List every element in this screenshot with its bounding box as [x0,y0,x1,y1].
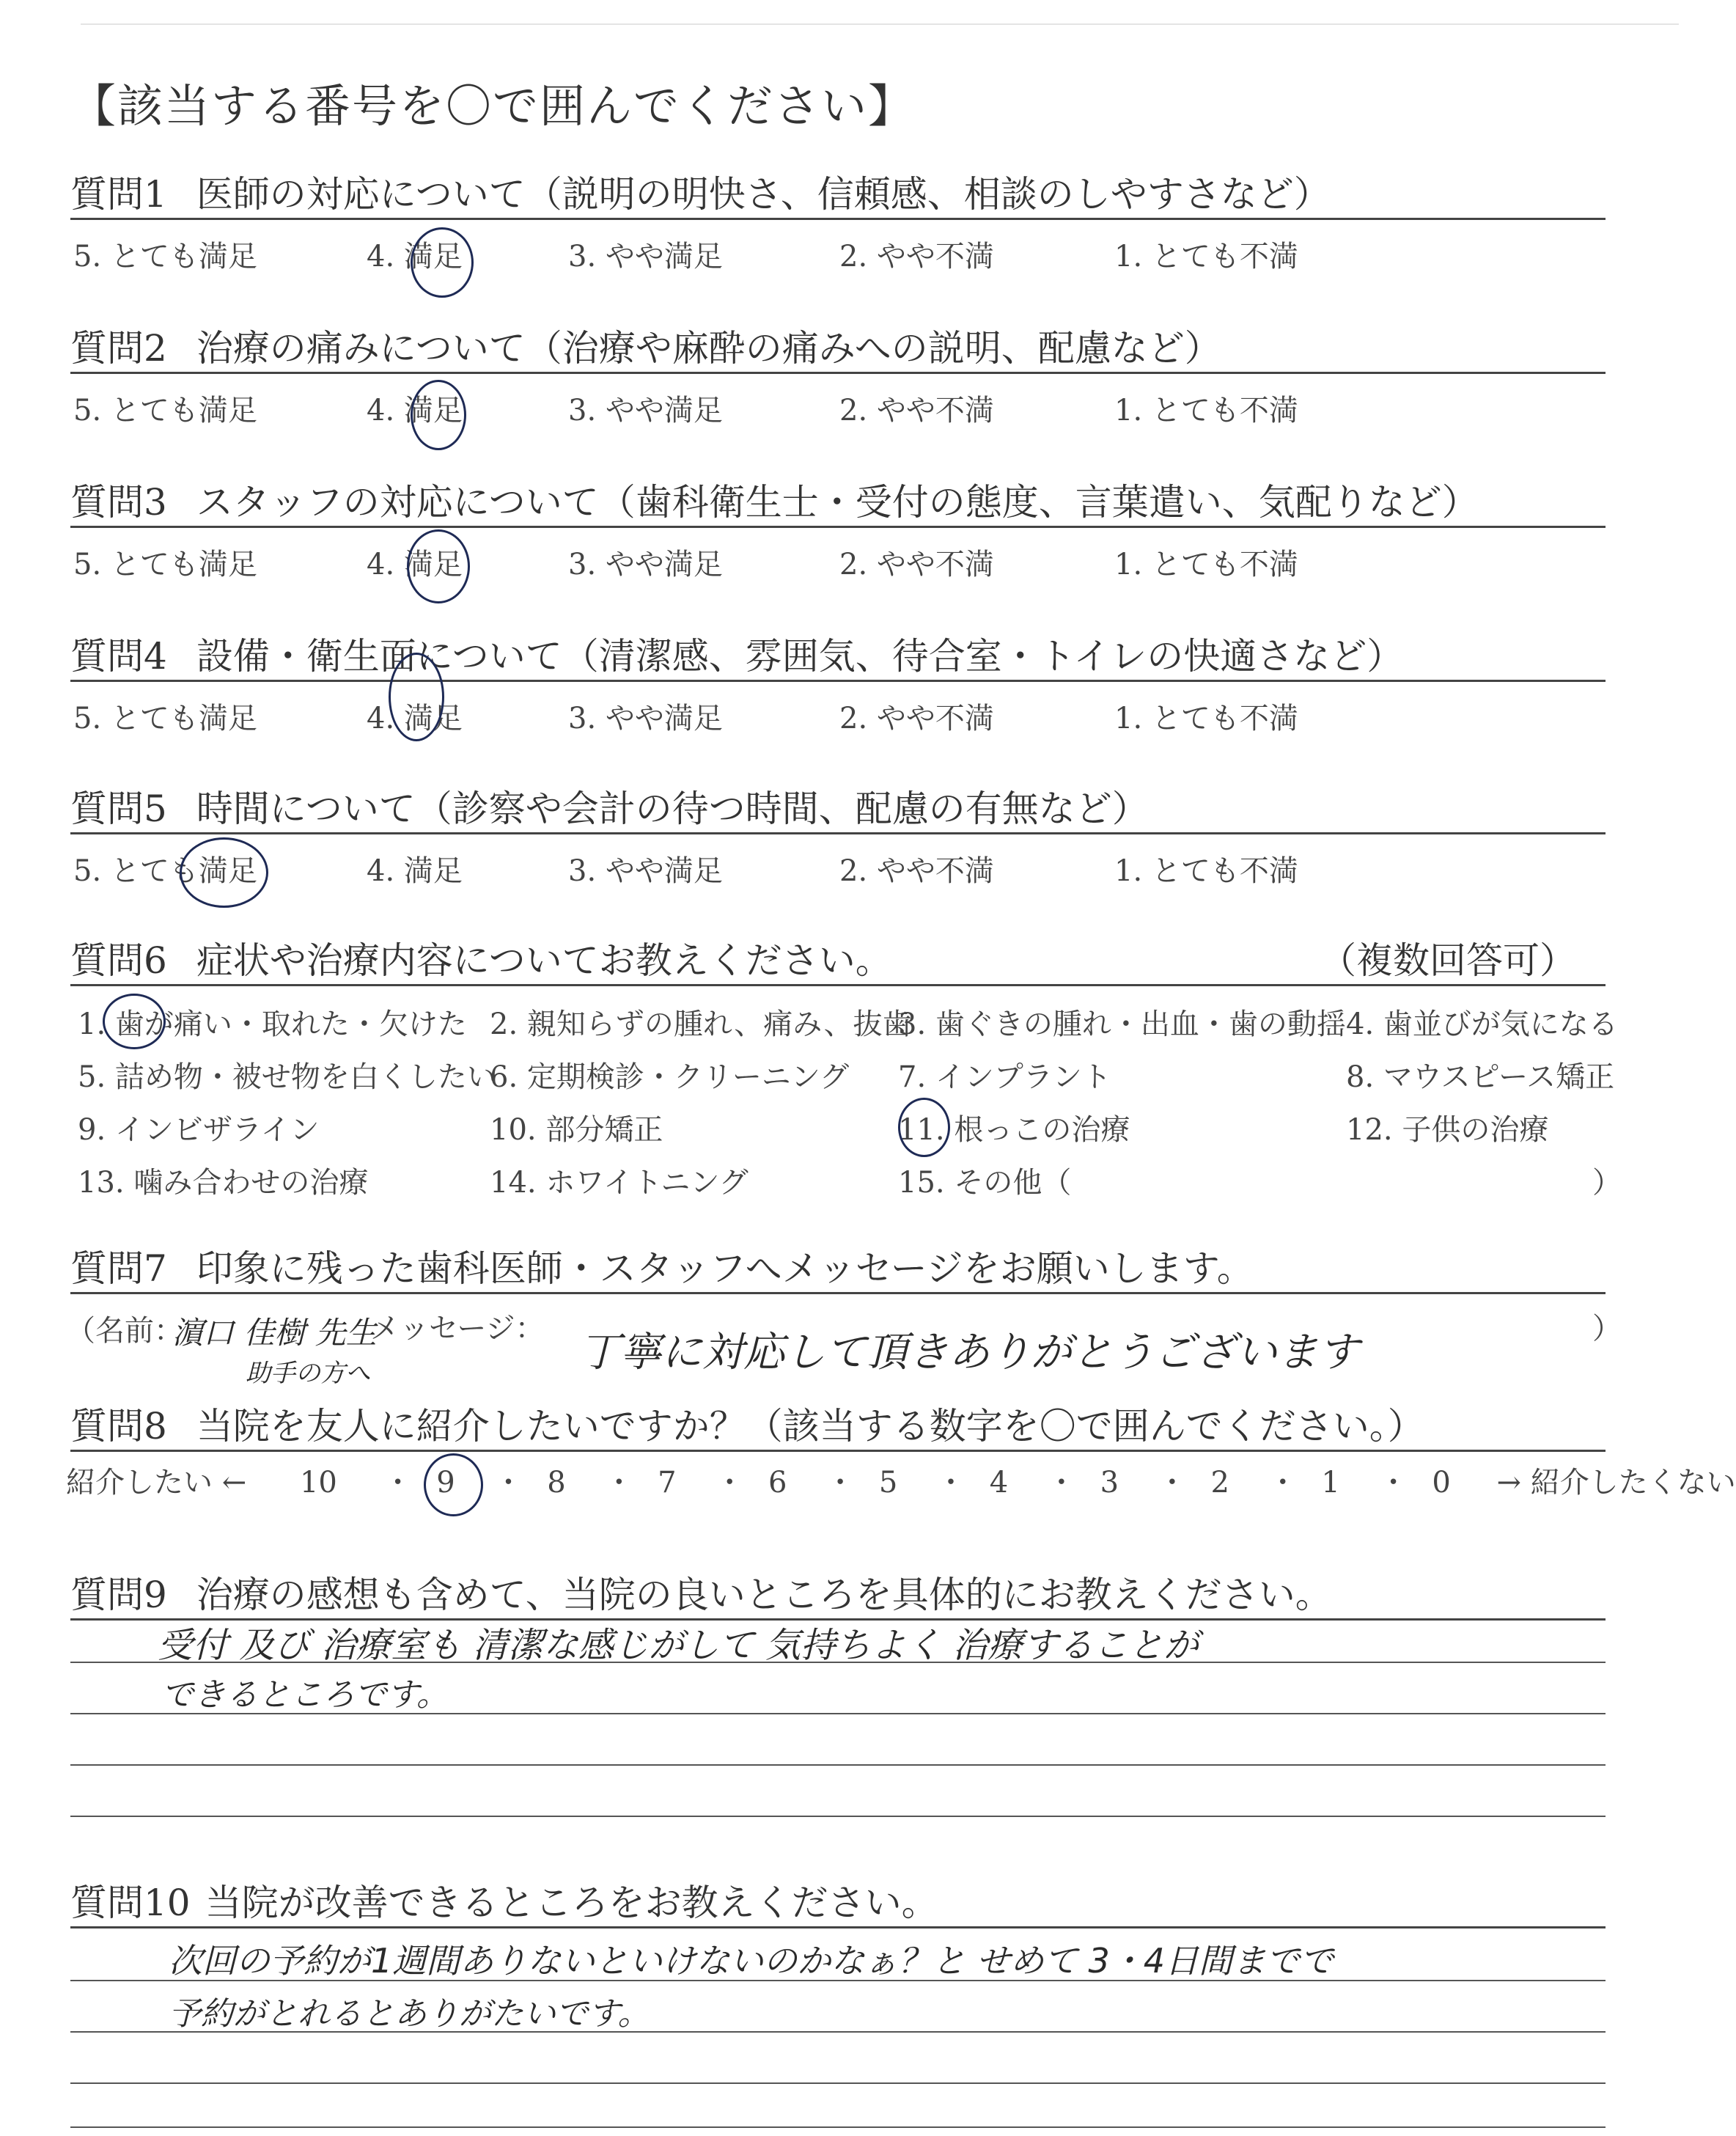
question-1 [70,165,1606,220]
question-text: 治療の感想も含めて、当院の良いところを具体的にお教えください。 [196,1574,1332,1616]
selection-circle [424,1453,483,1516]
symptom-option[interactable]: 12. 子供の治療 [1346,1113,1549,1147]
form-header: 【該当する番号を〇で囲んでください】 [70,79,916,133]
rating-option[interactable]: 4. 満足 [367,854,463,888]
symptom-option[interactable]: 3. 歯ぐきの腫れ・出血・歯の動揺 [898,1008,1346,1041]
handwritten-answer: 受付 及び 治療室も 清潔な感じがして 気持ちよく 治療することが [158,1625,1199,1666]
multiple-answer-note: （複数回答可） [1320,939,1576,982]
selection-circle [898,1098,950,1157]
rating-option[interactable]: 4. 満足 [367,548,463,581]
question-text: 症状や治療内容についてお教えください。 [196,939,892,982]
answer-line [70,2126,1606,2128]
scale-dot: ・ [825,1466,856,1500]
question-number: 質問8 [70,1405,167,1447]
rating-option[interactable]: 4. 満足 [367,240,463,274]
selection-circle [411,380,466,450]
selection-circle [407,529,470,603]
scale-dot: ・ [493,1466,523,1500]
question-4 [70,627,1606,682]
scale-dot: ・ [383,1466,413,1500]
selection-circle [411,227,474,298]
rating-option[interactable]: 3. やや満足 [568,548,723,581]
question-number: 質問1 [70,173,167,216]
rating-option[interactable]: 2. やや不満 [839,394,994,427]
scale-value[interactable]: 4 [989,1466,1009,1500]
symptom-option[interactable]: 4. 歯並びが気になる [1346,1008,1618,1041]
scale-value[interactable]: 9 [436,1466,455,1500]
question-number: 質問9 [70,1574,167,1616]
rating-option[interactable]: 2. やや不満 [839,240,994,274]
scale-value[interactable]: 8 [547,1466,566,1500]
symptom-option[interactable]: 14. ホワイトニング [490,1166,749,1200]
symptom-option[interactable]: 7. インプラント [898,1060,1111,1094]
rating-option[interactable]: 3. やや満足 [568,394,723,427]
scale-right-label: → 紹介したくない [1496,1466,1736,1500]
scale-value[interactable]: 6 [768,1466,787,1500]
scale-dot: ・ [1157,1466,1187,1500]
question-number: 質問7 [70,1247,167,1290]
rating-option[interactable]: 1. とても不満 [1114,240,1298,274]
question-number: 質問3 [70,481,167,524]
referral-scale [66,1459,1736,1501]
rating-option[interactable]: 3. やや満足 [568,854,723,888]
scale-value[interactable]: 1 [1321,1466,1340,1500]
symptom-option[interactable]: 13. 噛み合わせの治療 [78,1166,369,1200]
question-text: 設備・衛生面について（清潔感、雰囲気、待合室・トイレの快適さなど） [196,635,1404,678]
scale-value[interactable]: 10 [299,1466,337,1500]
rating-option[interactable]: 2. やや不満 [839,854,994,888]
scale-dot: ・ [936,1466,966,1500]
rating-option[interactable]: 1. とても不満 [1114,394,1298,427]
rating-option[interactable]: 5. とても満足 [73,394,257,427]
scale-value[interactable]: 5 [878,1466,898,1500]
rating-option[interactable]: 5. とても満足 [73,548,257,581]
question-number: 質問4 [70,635,167,678]
rating-option[interactable]: 1. とても不満 [1114,854,1298,888]
handwritten-answer: 予約がとれるとありがたいです。 [169,1995,650,2033]
question-text: 印象に残った歯科医師・スタッフへメッセージをお願いします。 [196,1247,1254,1290]
scale-dot: ・ [1046,1466,1076,1500]
symptom-option[interactable]: 6. 定期検診・クリーニング [490,1060,850,1094]
question-text: 治療の痛みについて（治療や麻酔の痛みへの説明、配慮など） [196,327,1221,370]
scale-dot: ・ [1378,1466,1408,1500]
question-number: 質問5 [70,788,167,830]
symptom-option[interactable]: 11. 根っこの治療 [898,1113,1130,1147]
symptom-option[interactable]: 1. 歯が痛い・取れた・欠けた [78,1008,467,1041]
answer-line [70,1764,1606,1766]
scale-value[interactable]: 7 [658,1466,677,1500]
question-6 [70,931,1606,986]
rating-option[interactable]: 1. とても不満 [1114,702,1298,735]
rating-option[interactable]: 4. 満足 [367,394,463,427]
question-10 [70,1873,1606,1928]
rating-option[interactable]: 5. とても満足 [73,702,257,735]
rating-option[interactable]: 3. やや満足 [568,240,723,274]
selection-circle [180,837,268,908]
rating-option[interactable]: 3. やや満足 [568,702,723,735]
handwritten-answer: 次回の予約が1週間ありないといけないのかなぁ？と せめて 3・4日間までで [169,1941,1334,1981]
question-5 [70,779,1606,834]
scale-dot: ・ [1268,1466,1298,1500]
selection-circle [103,994,166,1049]
scale-value[interactable]: 0 [1432,1466,1451,1500]
question-text: 時間について（診察や会計の待つ時間、配慮の有無など） [196,788,1149,830]
selection-circle [389,653,444,741]
symptom-option[interactable]: 10. 部分矯正 [490,1113,663,1147]
scale-value[interactable]: 3 [1100,1466,1119,1500]
rating-option[interactable]: 2. やや不満 [839,702,994,735]
handwritten-answer: できるところです。 [161,1676,449,1714]
symptom-option[interactable]: 5. 詰め物・被せ物を白くしたい [78,1060,496,1094]
answer-line [70,1816,1606,1817]
rating-option[interactable]: 4. 満足 [367,702,463,735]
handwritten-message: 丁寧に対応して頂きありがとうございます [579,1329,1359,1376]
question-number: 質問10 [70,1882,191,1924]
symptom-option[interactable]: 8. マウスピース矯正 [1346,1060,1615,1094]
question-9 [70,1566,1606,1621]
question-number: 質問2 [70,327,167,370]
rating-option[interactable]: 5. とても満足 [73,854,257,888]
question-text: 当院が改善できるところをお教えください。 [205,1882,938,1924]
symptom-option[interactable]: 9. インビザライン [78,1113,320,1147]
scale-left-label: 紹介したい ← [66,1466,247,1500]
top-rule [81,23,1679,25]
symptom-option[interactable]: 15. その他（ [898,1166,1072,1200]
message-close: ） [1592,1312,1622,1346]
question-number: 質問6 [70,939,167,982]
question-7 [70,1239,1606,1294]
question-text: 当院を友人に紹介したいですか？（該当する数字を〇で囲んでください。） [196,1405,1424,1447]
question-text: スタッフの対応について（歯科衛生士・受付の態度、言葉遣い、気配りなど） [196,481,1479,524]
scale-value[interactable]: 2 [1210,1466,1229,1500]
symptom-option-close: ） [1592,1166,1622,1200]
name-label: （名前： [66,1314,183,1348]
rating-option[interactable]: 5. とても満足 [73,240,257,274]
question-3 [70,473,1606,528]
handwritten-name: 濵口 佳樹 先生 [172,1315,377,1351]
rating-option[interactable]: 1. とても不満 [1114,548,1298,581]
question-2 [70,319,1606,374]
question-8 [70,1397,1606,1452]
scale-dot: ・ [715,1466,745,1500]
scale-dot: ・ [604,1466,634,1500]
rating-option[interactable]: 2. やや不満 [839,548,994,581]
handwritten-name-sub: 助手の方へ [246,1359,370,1388]
message-label: メッセージ： [370,1312,545,1346]
symptom-option[interactable]: 2. 親知らずの腫れ、痛み、抜歯 [490,1008,912,1041]
answer-line [70,2082,1606,2084]
question-text: 医師の対応について（説明の明快さ、信頼感、相談のしやすさなど） [196,173,1331,216]
